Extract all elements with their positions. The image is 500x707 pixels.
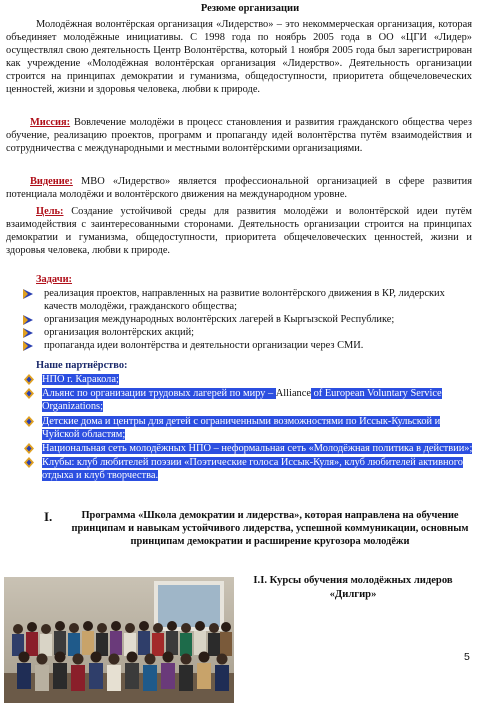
section-title: Программа «Школа демократии и лидерства», которая направлена на обучение принципам и навыкам устойчивого лидерства, успешной коммуникации, основным принципам демократии и расширение кругозора молодёжи	[71, 510, 469, 548]
list-item[interactable]	[22, 387, 474, 413]
subsection-title: I.I. Курсы обучения молодёжных лидеров «Дилгир»	[253, 575, 453, 600]
partners-heading: Наше партнёрство:	[36, 360, 128, 371]
goal-label: Цель:	[36, 206, 64, 217]
diamond-bullet-icon	[24, 388, 34, 399]
diamond-bullet-icon	[24, 374, 34, 385]
tasks-list	[22, 287, 474, 352]
vision-text: МВО «Лидерство» является профессиональной организацией в сфере развития потенциала молодёжи и волонтёрского движения на международном уровне.	[6, 176, 472, 201]
vision-paragraph	[6, 175, 472, 201]
mission-paragraph	[6, 116, 472, 155]
arrow-bullet-icon	[22, 327, 34, 339]
arrow-bullet-icon	[22, 340, 34, 352]
group-photo-image	[4, 577, 234, 703]
diamond-bullet-icon	[24, 416, 34, 427]
partner-text: НПО г. Каракола;	[42, 374, 119, 385]
partner-text: Детские дома и центры для детей с ограниченными возможностями по Иссык-Кульской и Чуйской областям;	[42, 415, 441, 440]
partner-text: Альянс по организации трудовых лагерей по миру –	[42, 388, 276, 400]
list-item	[22, 326, 474, 339]
page-number: 5	[464, 651, 470, 663]
intro-paragraph: Молодёжная волонтёрская организация «Лидерство» – это некоммерческая организация, которая объединяет молодёжные инициативы. С 1998 года по ноябрь 2005 года в ОО «ЦГИ «Лидер» осуществлял свою деятельность Центр Волонтёрства, который 1 ноября 2005 года был зарегистрирован как учреждение «Молодёжная волонтёрская организация «Лидерство». Деятельность организации строится на принципах демократии и гуманизма, общедоступности, приоритета общечеловеческих ценностей, жизни и здоровья человека, любви к природе.	[6, 19, 472, 96]
group-photo	[4, 577, 234, 703]
task-text: организация международных волонтёрских лагерей в Кыргызской Республике;	[44, 314, 395, 326]
task-text: организация волонтёрских акций;	[44, 327, 195, 339]
list-item	[22, 313, 474, 326]
arrow-bullet-icon	[22, 314, 34, 326]
diamond-bullet-icon	[24, 457, 34, 468]
list-item[interactable]	[22, 456, 474, 482]
list-item[interactable]	[22, 415, 474, 441]
list-item	[22, 339, 474, 352]
mission-label: Миссия:	[30, 117, 71, 128]
partner-text-tail: of European Voluntary Service Organizations;	[42, 388, 442, 413]
task-text: пропаганда идеи волонтёрства и деятельности организации через СМИ.	[44, 340, 364, 352]
partner-unhighlighted-word: Alliance	[275, 388, 311, 400]
list-item	[22, 287, 474, 313]
mission-text: Вовлечение молодёжи в процесс становления и развития гражданского общества через обучение, реализацию проектов, программ и пропаганду идей волонтёрства путём взаимодействия и сотрудничества с международными и местными волонтёрскими организациями.	[6, 117, 472, 155]
partners-selection[interactable]	[22, 373, 474, 484]
tasks-heading	[36, 274, 72, 285]
page-title: Резюме организации	[200, 3, 300, 14]
tasks-label: Задачи:	[36, 274, 73, 285]
goal-paragraph	[6, 205, 472, 257]
arrow-bullet-icon	[22, 288, 34, 300]
partner-text: Национальная сеть молодёжных НПО – неформальная сеть «Молодёжная политика в действии»;	[42, 443, 473, 455]
list-item[interactable]	[22, 373, 474, 386]
task-text: реализация проектов, направленных на развитие волонтёрского движения в КР, лидерских качеств молодёжи, гражданского общества;	[44, 288, 445, 313]
diamond-bullet-icon	[24, 443, 34, 454]
list-item[interactable]	[22, 442, 474, 455]
goal-text: Создание устойчивой среды для развития молодёжи и волонтёрской идеи путём взаимодействия с заинтересованными сторонами. Деятельность организации строится на принципах демократии и гуманизма, общедоступности, приоритета общечеловеческих ценностей, жизни и здоровья человека, любви к природе.	[6, 206, 472, 257]
section-number: I.	[44, 509, 53, 524]
partner-text: Клубы: клуб любителей поэзии «Поэтические голоса Иссык-Куля», клуб любителей активного отдыха и клуб творчества.	[42, 457, 463, 482]
vision-label: Видение:	[30, 176, 73, 187]
